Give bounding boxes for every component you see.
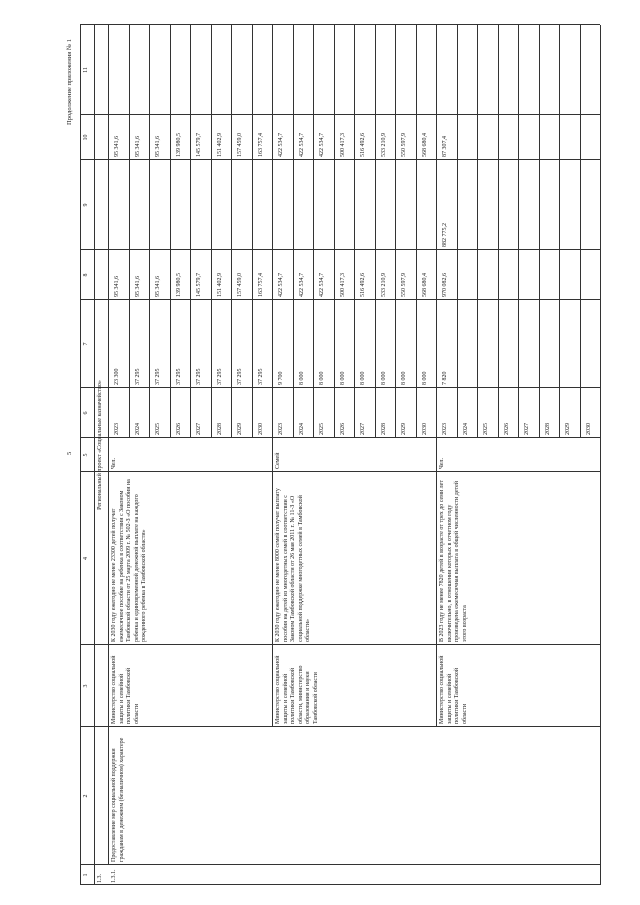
row-border bbox=[498, 25, 499, 438]
total-amount: 145 579,7 bbox=[196, 273, 202, 297]
regional-amount: 163 757,4 bbox=[257, 133, 264, 157]
project-row-border bbox=[108, 25, 109, 865]
row-border bbox=[354, 25, 355, 438]
total-amount: 500 417,3 bbox=[339, 273, 346, 297]
executor: Министерство социальной защиты и семейной политики Тамбовской области bbox=[111, 655, 140, 724]
regional-amount: 550 597,9 bbox=[401, 133, 407, 157]
column-line-11 bbox=[80, 24, 600, 25]
appendix-label: Продолжение приложения № 1 bbox=[66, 39, 73, 125]
year: 2026 bbox=[503, 423, 510, 435]
row-border bbox=[395, 25, 396, 438]
regional-amount: 157 459,0 bbox=[237, 133, 243, 157]
regional-amount: 568 680,4 bbox=[421, 133, 428, 157]
column-line-6 bbox=[80, 387, 600, 388]
column-line-4 bbox=[80, 471, 600, 472]
row-border bbox=[293, 25, 294, 438]
column-line-10 bbox=[80, 114, 600, 115]
year: 2024 bbox=[462, 423, 469, 435]
row-border bbox=[518, 25, 519, 438]
year: 2027 bbox=[360, 423, 366, 435]
column-number: 4 bbox=[83, 557, 89, 560]
regional-amount: 151 402,9 bbox=[216, 133, 223, 157]
row-border bbox=[559, 25, 560, 438]
total-amount: 163 757,4 bbox=[257, 273, 264, 297]
total-amount: 151 402,9 bbox=[216, 273, 223, 297]
unit: Чел. bbox=[111, 457, 117, 469]
section-number: 1.3. bbox=[97, 874, 103, 883]
unit: Чел. bbox=[439, 457, 445, 469]
row-border bbox=[129, 25, 130, 438]
indicator-value: 37 295 bbox=[175, 368, 182, 385]
regional-amount: 139 980,5 bbox=[175, 133, 182, 157]
year: 2023 bbox=[278, 423, 284, 435]
total-amount: 95 341,6 bbox=[134, 276, 141, 297]
indicator-value: 8 000 bbox=[319, 371, 325, 385]
regional-amount: 87 307,4 bbox=[442, 136, 448, 157]
row-border bbox=[231, 25, 232, 438]
measure-name: Предоставление мер социальной поддержки гражданам в денежном (безналичном) характере bbox=[111, 737, 125, 862]
year: 2026 bbox=[175, 423, 182, 435]
indicator-value: 8 000 bbox=[380, 371, 387, 385]
year: 2029 bbox=[401, 423, 407, 435]
year: 2025 bbox=[155, 423, 161, 435]
regional-amount: 95 341,6 bbox=[155, 136, 161, 157]
unit: Семей bbox=[275, 452, 281, 469]
federal-amount: 882 775,2 bbox=[442, 223, 448, 247]
column-line-3 bbox=[80, 644, 600, 645]
row-border bbox=[580, 25, 581, 438]
year: 2027 bbox=[524, 423, 530, 435]
total-amount: 95 341,6 bbox=[114, 276, 120, 297]
year: 2028 bbox=[216, 423, 223, 435]
block-border bbox=[272, 25, 273, 727]
regional-amount: 422 534,7 bbox=[319, 133, 325, 157]
regional-amount: 95 341,6 bbox=[134, 136, 141, 157]
column-line-2 bbox=[80, 726, 600, 727]
result-text: К 2030 году ежегодно не менее 23300 детей получат ежемесячное пособие на ребенка в соответствии с Законом Тамбовской области от 25 марта 2009 г. № 502-З «О пособии на ребенка и единовременной денежной выплате на каждого рожденного ребенка в Тамбовской области» bbox=[111, 479, 147, 642]
row-border bbox=[252, 25, 253, 438]
regional-amount: 516 492,6 bbox=[360, 133, 366, 157]
regional-amount: 422 534,7 bbox=[278, 133, 284, 157]
column-number: 3 bbox=[83, 684, 89, 688]
row-border bbox=[334, 25, 335, 438]
year: 2030 bbox=[585, 423, 592, 435]
regional-amount: 145 579,7 bbox=[196, 133, 202, 157]
year: 2025 bbox=[483, 423, 489, 435]
total-amount: 422 534,7 bbox=[278, 273, 284, 297]
column-number: 11 bbox=[83, 67, 89, 73]
row-border bbox=[375, 25, 376, 438]
column-line-8 bbox=[80, 249, 600, 250]
year: 2024 bbox=[134, 423, 141, 435]
row-border bbox=[170, 25, 171, 438]
row-border bbox=[416, 25, 417, 438]
column-number: 6 bbox=[83, 411, 89, 415]
column-line-0 bbox=[80, 884, 600, 885]
row-border bbox=[211, 25, 212, 438]
year: 2023 bbox=[114, 423, 120, 435]
row-border bbox=[457, 25, 458, 438]
indicator-value: 7 820 bbox=[442, 371, 448, 385]
rotated-table bbox=[66, 25, 640, 885]
executor: Министерство социальной защиты и семейной политики Тамбовской области, министерство образования и науки Тамбовской области bbox=[275, 655, 319, 724]
row-border bbox=[477, 25, 478, 438]
regional-project-title: Региональный проект «Социальные казначейство» bbox=[97, 380, 103, 510]
column-number: 5 bbox=[83, 453, 89, 457]
total-amount: 422 534,7 bbox=[319, 273, 325, 297]
indicator-value: 37 295 bbox=[216, 368, 223, 385]
indicator-value: 37 295 bbox=[134, 368, 141, 385]
year: 2027 bbox=[196, 423, 202, 435]
regional-amount: 422 534,7 bbox=[298, 133, 305, 157]
year: 2030 bbox=[257, 423, 264, 435]
total-amount: 516 492,6 bbox=[360, 273, 366, 297]
row-border bbox=[313, 25, 314, 438]
year: 2029 bbox=[565, 423, 571, 435]
row-border bbox=[539, 25, 540, 438]
column-line-7 bbox=[80, 299, 600, 300]
row-border bbox=[190, 25, 191, 438]
year: 2028 bbox=[380, 423, 387, 435]
block-border bbox=[600, 25, 601, 727]
indicator-value: 8 000 bbox=[421, 371, 428, 385]
column-number: 10 bbox=[83, 134, 89, 141]
total-amount: 95 341,6 bbox=[155, 276, 161, 297]
column-number: 1 bbox=[83, 873, 89, 877]
column-number: 2 bbox=[83, 794, 89, 798]
year: 2024 bbox=[298, 423, 305, 435]
indicator-value: 37 295 bbox=[155, 368, 161, 385]
regional-amount: 95 341,6 bbox=[114, 136, 120, 157]
column-number: 8 bbox=[83, 273, 89, 277]
row-border bbox=[149, 25, 150, 438]
indicator-value: 9 700 bbox=[278, 371, 284, 385]
indicator-value: 8 000 bbox=[360, 371, 366, 385]
total-amount: 533 210,9 bbox=[380, 273, 387, 297]
result-text: К 2030 году ежегодно не менее 8000 семей получат выплату пособия на детей из многодетных семей в соответствии с Законом Тамбовской области от 26 мая 2011 г. № 11-З «О социальной поддержке многодетных семей в Тамбовской области» bbox=[275, 488, 311, 642]
header-bottom-border bbox=[94, 25, 95, 885]
regional-amount: 533 210,9 bbox=[380, 133, 387, 157]
page-number: 5 bbox=[66, 451, 73, 455]
year: 2029 bbox=[237, 423, 243, 435]
total-amount: 970 082,6 bbox=[442, 273, 448, 297]
regional-amount: 500 417,3 bbox=[339, 133, 346, 157]
total-amount: 157 459,0 bbox=[237, 273, 243, 297]
indicator-value: 8 000 bbox=[401, 371, 407, 385]
year: 2028 bbox=[544, 423, 551, 435]
column-line-9 bbox=[80, 159, 600, 160]
column-number: 7 bbox=[83, 342, 89, 346]
year: 2023 bbox=[442, 423, 448, 435]
executor: Министерство социальной защиты и семейной политики Тамбовской области bbox=[439, 655, 468, 724]
column-line-5 bbox=[80, 437, 600, 438]
total-amount: 550 597,9 bbox=[401, 273, 407, 297]
indicator-value: 8 000 bbox=[339, 371, 346, 385]
column-line-1 bbox=[80, 864, 600, 865]
year: 2026 bbox=[339, 423, 346, 435]
indicator-value: 37 295 bbox=[237, 368, 243, 385]
table-top-border bbox=[80, 25, 81, 885]
year: 2030 bbox=[421, 423, 428, 435]
indicator-value: 23 300 bbox=[114, 368, 120, 385]
result-text: В 2023 году не менее 7820 детей в возрасте от трех до семи лет включительно, в отношении которых в отчетном году произведена ежемесячная выплата в общей численности детей этого возраста bbox=[439, 480, 468, 642]
subsection-number: 1.3.1. bbox=[111, 869, 117, 883]
year: 2025 bbox=[319, 423, 325, 435]
column-number: 9 bbox=[83, 203, 89, 207]
total-amount: 568 680,4 bbox=[421, 273, 428, 297]
indicator-value: 37 295 bbox=[257, 368, 264, 385]
total-amount: 422 534,7 bbox=[298, 273, 305, 297]
indicator-value: 37 295 bbox=[196, 368, 202, 385]
block-border bbox=[436, 25, 437, 727]
total-amount: 139 980,5 bbox=[175, 273, 182, 297]
indicator-value: 8 000 bbox=[298, 371, 305, 385]
